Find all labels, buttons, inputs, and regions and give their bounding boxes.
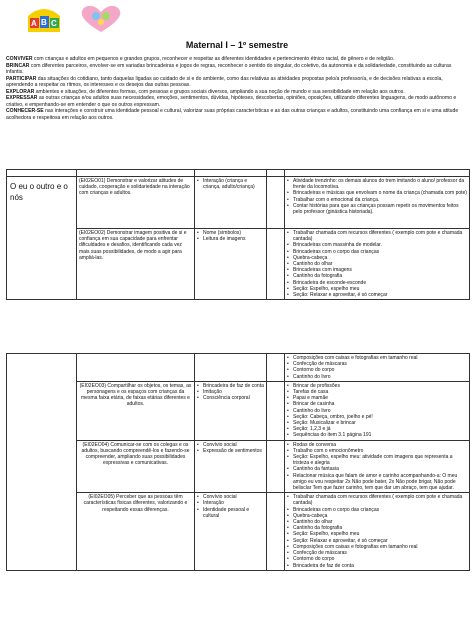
list-item: • Brincadeira de faz de conta	[197, 383, 264, 389]
list-item: • Confecção de máscaras	[287, 361, 467, 367]
list-item: • Atividade trenzinho: os demais alunos do trem imitando o aluno/ professor da frente da locomotiva.	[287, 178, 467, 190]
campo-experiencia	[7, 354, 77, 571]
conteudos-cell	[195, 381, 267, 440]
intro-explorar: EXPLORAR ambientes e situações, de diferentes formas, com pessoas e grupos sociais diversos, ampliando a sua noção de mundo e sua sensibilidade em relação aos outros.	[6, 88, 405, 95]
conteudos-cell	[195, 229, 267, 300]
intro-conviver: CONVIVER com crianças e adultos em pequenos e grandes grupos, reconhecer e respeitar as diferentes identidades e pertencimento étnico racial, de gênero e de religião.	[6, 56, 395, 62]
list-item: • Leitura de imagens	[197, 236, 264, 242]
intro-brincar: BRINCAR com diferentes parceiros, envolver-se em variadas brincadeiras e jogos de regras, reconhecer o sentido do singular, do coletivo, da autonomia e da solidariedade, constituindo as culturas infantis.	[6, 62, 452, 75]
svg-text:A: A	[31, 19, 37, 28]
table-row	[7, 229, 470, 300]
list-item: • Contorno do corpo	[287, 556, 467, 562]
objetivo-cell: (EI02EO02) Demonstrar imagem positiva de si e confiança em sua capacidade para enfrentar dificuldades e desafios, identificando cada vez mais suas possibilidades, de modo a agir para ampliá-las.	[77, 229, 195, 300]
svg-text:B: B	[41, 18, 47, 27]
list-item: • Expressão de sentimentos	[197, 448, 264, 454]
atividades-cell	[285, 354, 470, 382]
list-item: • Trabalhar chamada com recursos diferentes ( exemplo com pote e chamada cantada)	[287, 494, 467, 506]
list-item: • Brincadeira de esconde-esconde	[287, 280, 467, 286]
table-row	[7, 354, 470, 382]
page-break	[0, 337, 474, 353]
objetivo-cell: (EI02EO05) Perceber que as pessoas têm características físicas diferentes, valorizando e respeitando essas diferenças.	[77, 493, 195, 570]
list-item: • Cantinho do olhar	[287, 261, 467, 267]
list-item: • Trabalhar com o emocional da criança.	[287, 197, 467, 203]
list-item: • Cantinho do livro	[287, 408, 467, 414]
list-item: • Cantinho da fotografia	[287, 273, 467, 279]
list-item: • Convívio social	[197, 494, 264, 500]
table-row	[7, 381, 470, 440]
table-row	[7, 177, 470, 229]
atividades-cell	[285, 381, 470, 440]
list-item: • Interação	[197, 500, 264, 506]
conteudos-cell	[195, 493, 267, 570]
list-item: • Quebra-cabeça	[287, 513, 467, 519]
list-item: • Brincar de casinha	[287, 401, 467, 407]
list-item: • Imitação	[197, 389, 264, 395]
table-row	[7, 440, 470, 493]
list-item: • Brincadeiras e músicas que envolvam o nome da criança (chamada com pote)	[287, 190, 467, 196]
atividades-cell	[285, 440, 470, 493]
list-item: • Brincadeiras com o corpo das crianças	[287, 507, 467, 513]
list-item: • Seção: Cabeça, ombro, joelho e pé!	[287, 414, 467, 420]
list-item: • Contorno do corpo	[287, 367, 467, 373]
school-logos	[26, 4, 136, 34]
list-item: • Seção: Espelho, espelho meu	[287, 531, 467, 537]
page-title: Maternal I – 1º semestre	[185, 40, 289, 50]
objetivo-cell: (EI02EO04) Comunicar-se com os colegas e os adultos, buscando compreendê-los e fazendo-se compreender, ampliando suas possibilidades expressivas e comunicativas.	[77, 440, 195, 493]
list-item: • Seção: Relaxar e aproveitar, é só começar	[287, 538, 467, 544]
list-item: • Brincadeiras com imagens	[287, 267, 467, 273]
list-item: • Interação (criança e criança, adulto/criança)	[197, 178, 264, 190]
curriculum-table-2	[6, 353, 470, 571]
list-item: • Trabalho com o emocionômetro	[287, 448, 467, 454]
list-item: • Papai e mamãe	[287, 395, 467, 401]
list-item: • Relacionar música que falam de amor e carinho acompanhando-a: O meu amigo eu vou respeitar 2x Não pode bater, 2x Não pode brigar, Não pode belisclar Tem que fazer carinho, tem que dar um abraço, tem que ajudar.	[287, 473, 467, 492]
list-item: • Tarefas de casa	[287, 389, 467, 395]
table-row	[7, 493, 470, 570]
objetivo-cell: (EI02EO03) Compartilhar os objetos, os temas, as personagens e os espaços com crianças da mesma faixa etária, de faixas etárias diferentes e adultos.	[77, 381, 195, 440]
atividades-cell	[285, 177, 470, 229]
intro-conhecer-se: CONHECER-SE nas interações e construir uma identidade pessoal e cultural, valorizar suas próprias características e as das outras crianças e adultos, constituindo uma confiança em si e uma atitude acolhedora e respeitosa em relação aos outros.	[6, 108, 459, 121]
list-item: • Seção: 1,2,3 e já	[287, 426, 467, 432]
svg-text:C: C	[51, 19, 57, 28]
list-item: • Consciência corporal	[197, 395, 264, 401]
conteudos-cell	[195, 354, 267, 382]
list-item: • Composições com caixas e fotografias em tamanho real	[287, 544, 467, 550]
table-header-row	[7, 170, 470, 177]
list-item: • Cantinho da fotografia	[287, 525, 467, 531]
conteudos-cell	[195, 177, 267, 229]
list-item: • Seção: Espelho, espelho meu	[287, 286, 467, 292]
atividades-cell	[285, 229, 470, 300]
list-item: • Seção: Relaxar e aproveitar, é só começar	[287, 292, 467, 298]
abc-logo	[28, 9, 60, 32]
list-item: • Cantinho do olhar	[287, 519, 467, 525]
intro-paragraphs	[6, 56, 468, 121]
atividades-cell	[285, 493, 470, 570]
list-item: • Sequências do item 3.1 página 191	[287, 432, 467, 438]
intro-expressar: EXPRESSAR as outras crianças e/ou adultos suas necessidades, emoções, sentimentos, dúvidas, hipóteses, descobertas, opiniões, oposições, utilizando diferentes linguagens, de modo autônomo e criativo, e empenhando-se em entender o que os outros expressam.	[6, 95, 457, 108]
list-item: • Brincar de profissões	[287, 383, 467, 389]
objetivo-cell	[77, 354, 195, 382]
list-item: • Seção: Espelho, espelho meu: atividade com imagens que representa a tristeza e alegria	[287, 454, 467, 466]
list-item: • Composições com caixas e fotografias em tamanho real	[287, 355, 467, 361]
campo-experiencia: O eu o outro e o nós	[7, 177, 77, 300]
objetivo-cell: (EI02EO01) Demonstrar e valorizar atitudes de cuidado, cooperação e solidariedade na interação com crianças e adultos.	[77, 177, 195, 229]
list-item: • Nome (símbolos)	[197, 230, 264, 236]
list-item: • Quebra-cabeça	[287, 255, 467, 261]
list-item: • Trabalhar chamada com recursos diferentes ( exemplo com pote e chamada cantada)	[287, 230, 467, 242]
curriculum-table-1	[6, 169, 470, 300]
list-item: • Seção: Musicalizar e brincar	[287, 420, 467, 426]
list-item: • Brincadeira de faz de conta	[287, 563, 467, 569]
list-item: • Cantinho do livro	[287, 374, 467, 380]
list-item: • Brincadeiras com o corpo das crianças	[287, 249, 467, 255]
intro-participar: PARTICIPAR das situações do cotidiano, tanto daquelas ligadas ao cuidado de si e do ambiente, como das relativas as atividades propostas pelo/a professor/a, e de decisões relativas a escola, aprendendo a respeitar os ritmos, os interesses e os desejos das outras pessoas.	[6, 75, 443, 88]
list-item: • Brincadeiras com massinha de modelar.	[287, 242, 467, 248]
list-item: • Identidade pessoal e cultural	[197, 507, 264, 519]
list-item: • Rodas de conversa	[287, 442, 467, 448]
heart-logo	[82, 6, 121, 32]
list-item: • Convívio social	[197, 442, 264, 448]
list-item: • Cantinho da fantasia	[287, 466, 467, 472]
list-item: • Confecção de máscaras	[287, 550, 467, 556]
list-item: • Contar histórias para que as crianças possam repetir os movimentos feitos pelo professor (ginástica historiada).	[287, 203, 467, 215]
conteudos-cell	[195, 440, 267, 493]
